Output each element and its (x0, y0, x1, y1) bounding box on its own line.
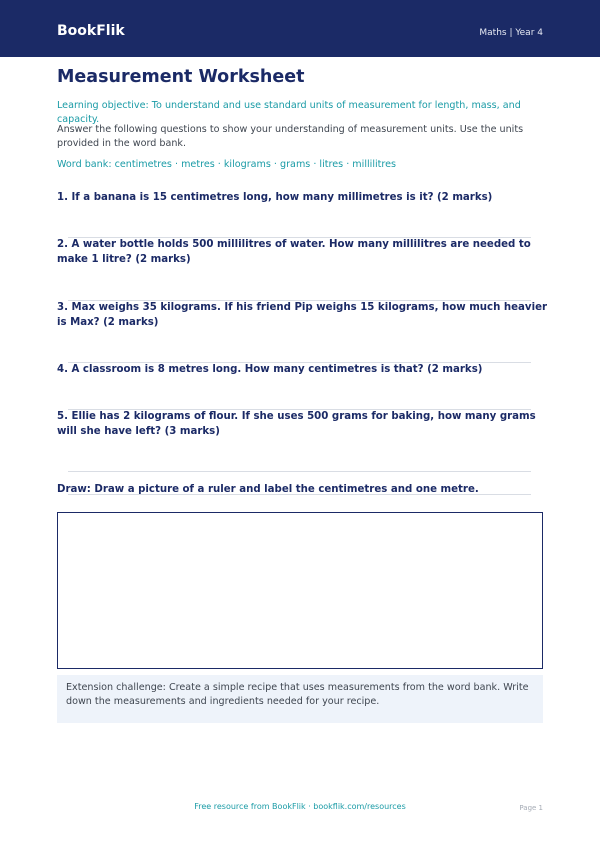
question-1: 1. If a banana is 15 centimetres long, how many millimetres is it? (2 marks) (57, 192, 493, 203)
extension-challenge: Extension challenge: Create a simple recipe that uses measurements from the word bank. Write down the measurements and ingredients needed for your recipe. (66, 682, 529, 707)
question-2: 2. A water bottle holds 500 millilitres of water. How many millilitres are needed to make 1 litre? (2 marks) (57, 239, 531, 265)
question-4: 4. A classroom is 8 metres long. How many centimetres is that? (2 marks) (57, 364, 483, 375)
extension-panel (57, 675, 543, 723)
answer-line-5[interactable] (68, 471, 531, 472)
header-bar (0, 0, 600, 57)
question-5: 5. Ellie has 2 kilograms of flour. If she uses 500 grams for baking, how many grams will she have left? (3 marks) (57, 411, 536, 437)
footer-credit[interactable]: Free resource from BookFlik · bookflik.com/resources (194, 802, 406, 811)
learning-objective: Learning objective: To understand and use standard units of measurement for length, mass, and capacity. (57, 100, 521, 125)
subject-label: Maths | Year 4 (479, 28, 543, 38)
drawing-area[interactable] (57, 512, 543, 669)
draw-prompt: Draw: Draw a picture of a ruler and label the centimetres and one metre. (57, 484, 479, 495)
brand-logo[interactable]: BookFlik (57, 23, 125, 39)
question-3: 3. Max weighs 35 kilograms. If his friend Pip weighs 15 kilograms, how much heavier is Max? (2 marks) (57, 302, 547, 328)
answer-line-draw (68, 494, 531, 495)
word-bank: Word bank: centimetres · metres · kilograms · grams · litres · millilitres (57, 159, 397, 170)
page-title: Measurement Worksheet (57, 67, 305, 87)
page-number: Page 1 (519, 804, 543, 812)
instructions-text: Answer the following questions to show your understanding of measurement units. Use the units provided in the word bank. (57, 124, 524, 149)
